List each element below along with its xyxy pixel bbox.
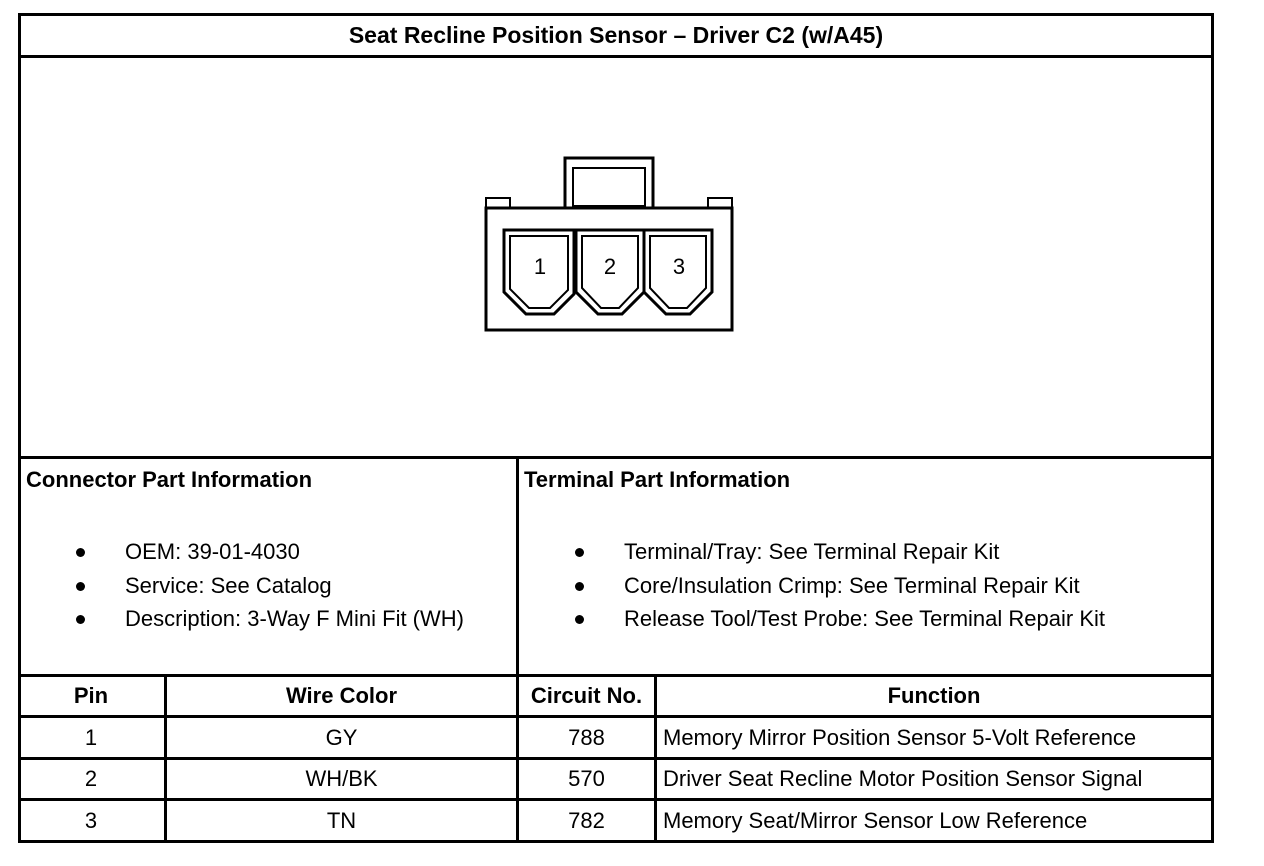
table-header-circuit: Circuit No. bbox=[530, 683, 643, 708]
table-cell-pin: 1 bbox=[84, 724, 98, 750]
terminal-info-item: Terminal/Tray: See Terminal Repair Kit bbox=[575, 535, 1105, 569]
bullet-icon bbox=[76, 615, 85, 624]
bullet-icon bbox=[76, 582, 85, 591]
table-header-function: Function bbox=[887, 683, 981, 708]
table-cell-wire-color: GY bbox=[325, 724, 358, 750]
bullet-icon bbox=[575, 615, 584, 624]
connector-latch-inner bbox=[573, 168, 645, 206]
info-vertical-divider bbox=[516, 456, 519, 676]
terminal-info-list bbox=[575, 535, 1105, 636]
connector-info-item: Description: 3-Way F Mini Fit (WH) bbox=[76, 602, 464, 636]
terminal-info-item: Release Tool/Test Probe: See Terminal Repair Kit bbox=[575, 602, 1105, 636]
table-cell-wire-color: TN bbox=[326, 807, 357, 833]
connector-info-item: OEM: 39-01-4030 bbox=[76, 535, 464, 569]
connector-info-heading: Connector Part Information bbox=[26, 467, 313, 492]
table-cell-circuit: 570 bbox=[568, 766, 605, 791]
table-header-pin: Pin bbox=[73, 683, 109, 708]
table-cell-wire-color: WH/BK bbox=[305, 766, 378, 791]
info-top-divider bbox=[18, 456, 1214, 459]
table-cell-circuit: 788 bbox=[568, 724, 605, 750]
page-title: Seat Recline Position Sensor – Driver C2 (w/A45) bbox=[348, 21, 884, 48]
bullet-icon bbox=[76, 548, 85, 557]
table-cell-function: Memory Mirror Position Sensor 5-Volt Reference bbox=[663, 724, 1137, 750]
connector-info-list bbox=[76, 535, 464, 636]
table-cell-function: Memory Seat/Mirror Sensor Low Reference bbox=[663, 807, 1088, 833]
table-cell-circuit: 782 bbox=[568, 807, 605, 833]
pin-label-3: 3 bbox=[672, 254, 686, 279]
connector-face-diagram bbox=[18, 58, 1214, 458]
pin-label-1: 1 bbox=[533, 254, 547, 279]
table-cell-pin: 2 bbox=[84, 766, 98, 791]
table-cell-pin: 3 bbox=[84, 807, 98, 833]
terminal-info-item: Core/Insulation Crimp: See Terminal Repair Kit bbox=[575, 569, 1105, 603]
table-cell-function: Driver Seat Recline Motor Position Sensor Signal bbox=[663, 766, 1143, 791]
bullet-icon bbox=[575, 582, 584, 591]
connector-info-item: Service: See Catalog bbox=[76, 569, 464, 603]
bullet-icon bbox=[575, 548, 584, 557]
table-header-wire-color: Wire Color bbox=[285, 683, 398, 708]
connector-sheet bbox=[18, 13, 1214, 843]
terminal-info-heading: Terminal Part Information bbox=[524, 467, 791, 492]
pin-label-2: 2 bbox=[603, 254, 617, 279]
